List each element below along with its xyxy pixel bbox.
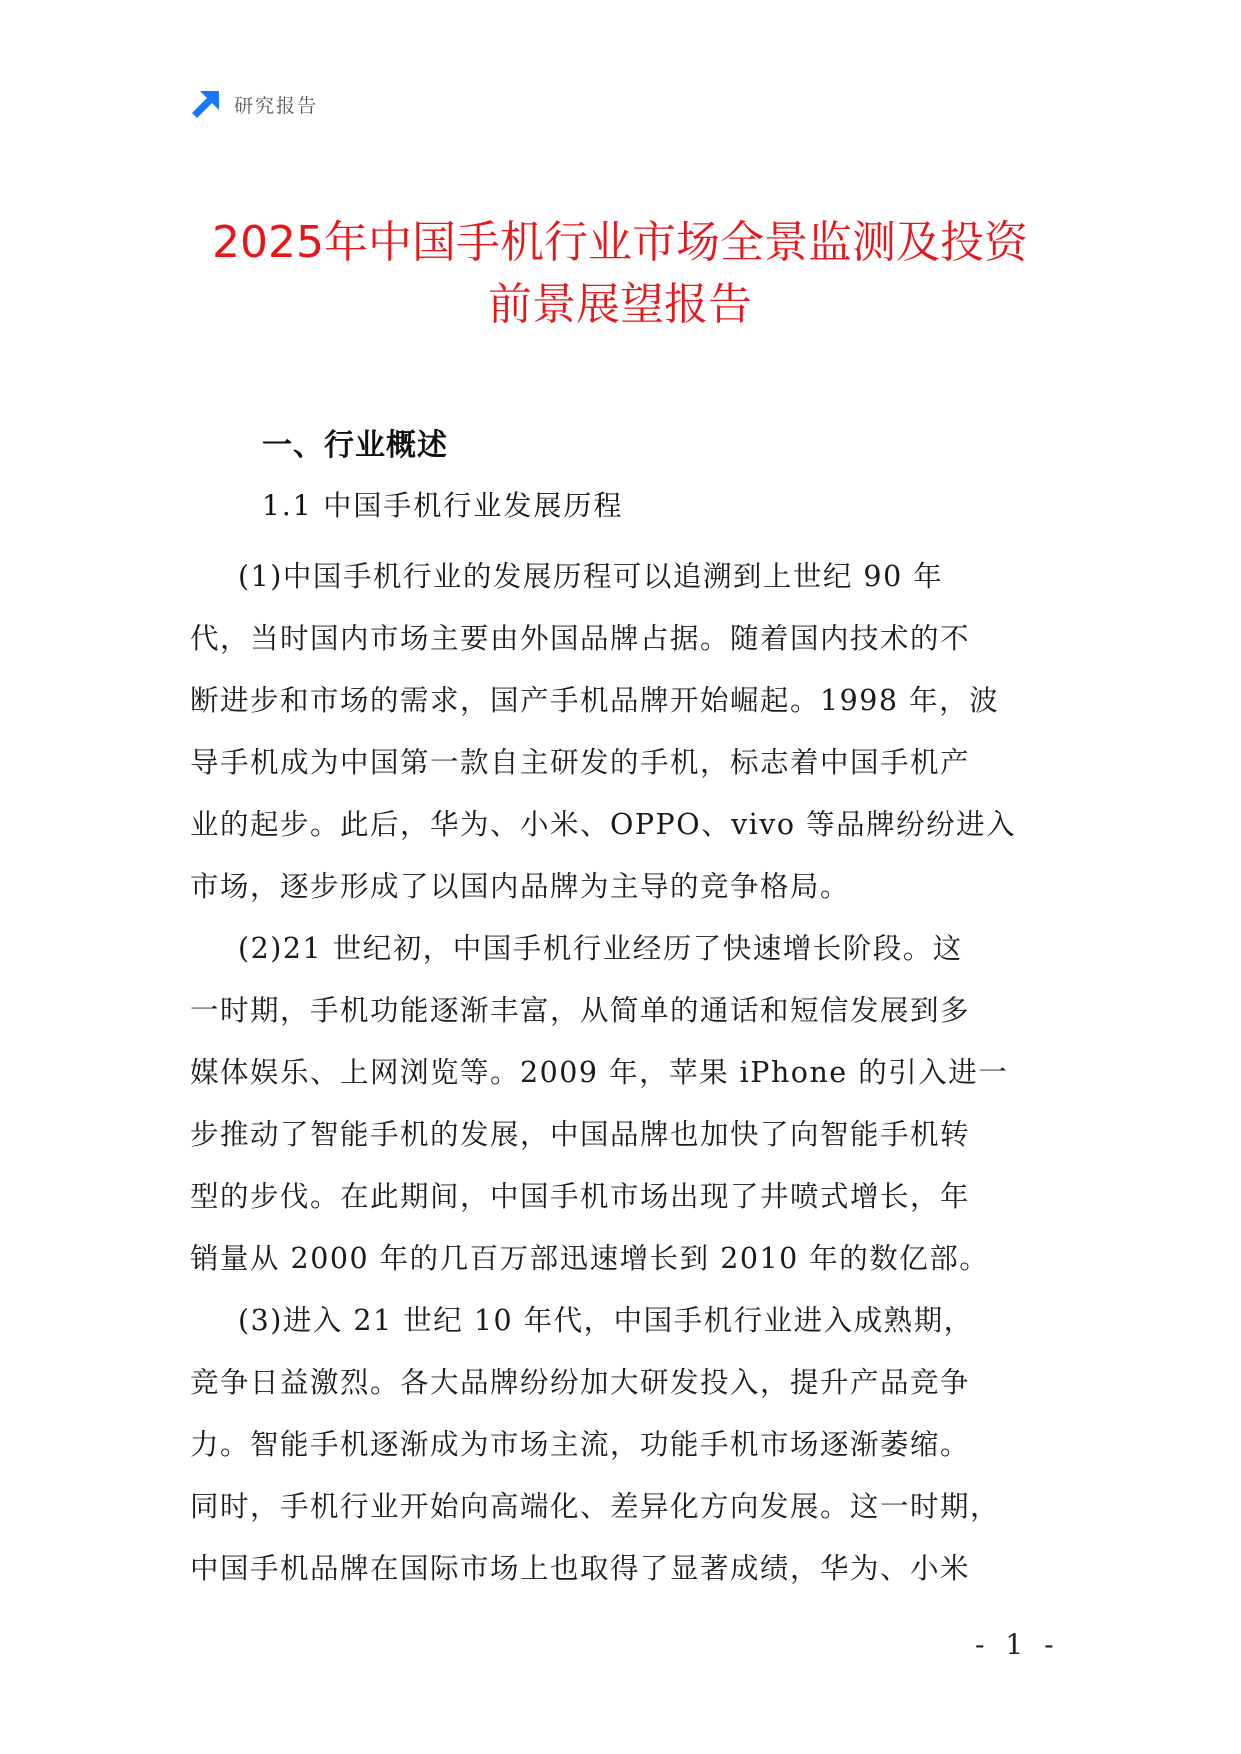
- paragraph-2: [190, 918, 1060, 1290]
- report-header: [190, 86, 318, 122]
- title-line-2: 前景展望报告: [488, 279, 752, 330]
- paragraph-line: 断进步和市场的需求，国产手机品牌开始崛起。1998 年，波: [190, 684, 1000, 717]
- paragraph-line: 同时，手机行业开始向高端化、差异化方向发展。这一时期，: [190, 1490, 1001, 1523]
- paragraph-line: 一时期，手机功能逐渐丰富，从简单的通话和短信发展到多: [190, 994, 971, 1027]
- page-number: - 1 -: [975, 1628, 1060, 1661]
- paragraph-line: 代，当时国内市场主要由外国品牌占据。随着国内技术的不: [190, 622, 971, 655]
- paragraph-line: 中国手机品牌在国际市场上也取得了显著成绩，华为、小米: [190, 1552, 971, 1585]
- paragraph-line: 竞争日益激烈。各大品牌纷纷加大研发投入，提升产品竞争: [190, 1366, 971, 1399]
- arrow-up-right-icon: [190, 88, 222, 120]
- document-title: [120, 212, 1120, 336]
- paragraph-line: 销量从 2000 年的几百万部迅速增长到 2010 年的数亿部。: [190, 1242, 990, 1275]
- subsection-heading: 1.1 中国手机行业发展历程: [262, 489, 624, 522]
- paragraph-line: 导手机成为中国第一款自主研发的手机，标志着中国手机产: [190, 746, 971, 779]
- paragraph-line: 力。智能手机逐渐成为市场主流，功能手机市场逐渐萎缩。: [190, 1428, 971, 1461]
- paragraph-line: (2)21 世纪初，中国手机行业经历了快速增长阶段。这: [238, 932, 963, 965]
- paragraph-line: 媒体娱乐、上网浏览等。2009 年，苹果 iPhone 的引入进一: [190, 1056, 1009, 1089]
- header-label: 研究报告: [234, 94, 319, 117]
- paragraph-line: (1)中国手机行业的发展历程可以追溯到上世纪 90 年: [238, 560, 944, 593]
- paragraph-3: [190, 1290, 1060, 1600]
- paragraph-line: 市场，逐步形成了以国内品牌为主导的竞争格局。: [190, 870, 851, 903]
- paragraph-line: 型的步伐。在此期间，中国手机市场出现了井喷式增长，年: [190, 1180, 971, 1213]
- paragraph-1: [190, 546, 1060, 918]
- paragraph-line: 业的起步。此后，华为、小米、OPPO、vivo 等品牌纷纷进入: [190, 808, 1017, 841]
- paragraph-line: 步推动了智能手机的发展，中国品牌也加快了向智能手机转: [190, 1118, 971, 1151]
- paragraph-line: (3)进入 21 世纪 10 年代，中国手机行业进入成熟期，: [238, 1304, 974, 1337]
- section-heading: 一、行业概述: [262, 428, 448, 463]
- title-line-1: 2025年中国手机行业市场全景监测及投资: [212, 217, 1028, 268]
